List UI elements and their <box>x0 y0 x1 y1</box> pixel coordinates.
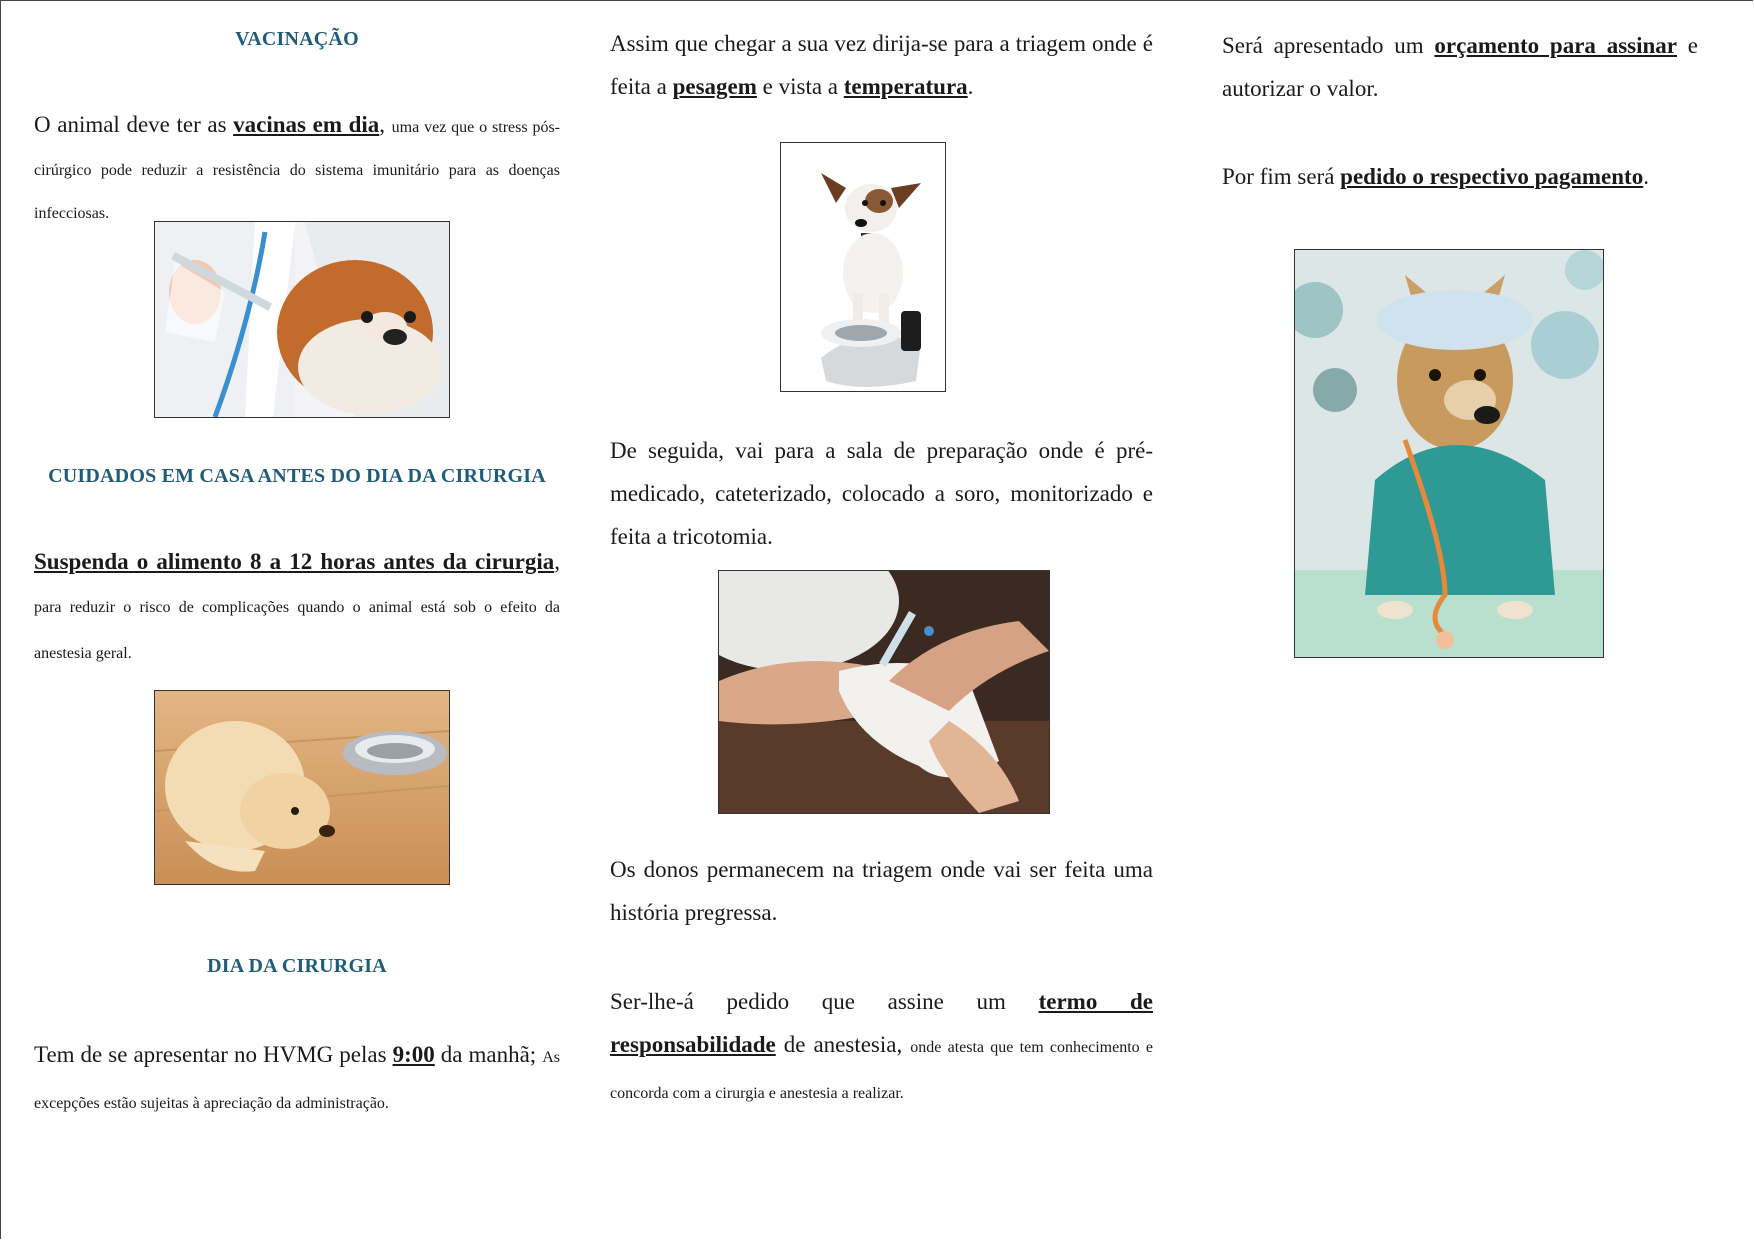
paragraph-preparacao: De seguida, vai para a sala de preparação onde é pré-medicado, cateterizado, colocado a soro, monitorizado e feita a tricotomia. <box>610 438 1153 549</box>
paragraph-vacinas: O animal deve ter as vacinas em dia, uma vez que o stress pós-cirúrgico pode reduzir a resistência do sistema imunitário para as doenças infecciosas. <box>34 112 561 222</box>
orcamento-emphasis: orçamento para assinar <box>1434 33 1678 58</box>
dog-bowl-photo <box>154 690 450 885</box>
surgeon-dog-photo <box>1294 249 1604 658</box>
catheter-placement-image <box>719 571 1049 813</box>
pagamento-emphasis: pedido o respectivo pagamento <box>1340 164 1644 189</box>
weighing-photo <box>780 142 946 392</box>
paragraph-donos: Os donos permanecem na triagem onde vai ser feita uma história pregressa. <box>610 857 1153 925</box>
pesagem-emphasis: pesagem <box>672 74 757 99</box>
paragraph-apresentar: Tem de se apresentar no HVMG pelas 9:00 da manhã; As excepções estão sujeitas à apreciação da administração. <box>34 1042 560 1112</box>
vet-injecting-dog-image <box>155 222 449 417</box>
vacinas-em-dia-emphasis: vacinas em dia <box>233 112 380 137</box>
dog-lying-with-bowl-image <box>155 691 449 884</box>
suspenda-emphasis: Suspenda o alimento 8 a 12 horas antes da cirurgia <box>34 549 555 574</box>
paragraph-termo: Ser-lhe-á pedido que assine um termo de responsabilidade de anestesia, onde atesta que tem conhecimento e concorda com a cirurgia e anestesia a realizar. <box>610 989 1153 1102</box>
paragraph-triagem: Assim que chegar a sua vez dirija-se para a triagem onde é feita a pesagem e vista a temperatura. <box>610 31 1153 99</box>
termo-emphasis: termo de responsabilidade <box>610 989 1153 1057</box>
heading-dia-cirurgia: DIA DA CIRURGIA <box>207 955 387 977</box>
catheter-photo <box>718 570 1050 814</box>
heading-vacinacao: VACINAÇÃO <box>235 28 359 50</box>
vaccination-photo <box>154 221 450 418</box>
paragraph-pagamento: Por fim será pedido o respectivo pagamento. <box>1222 164 1649 189</box>
temperatura-emphasis: temperatura <box>843 74 968 99</box>
heading-cuidados: CUIDADOS EM CASA ANTES DO DIA DA CIRURGIA <box>48 465 546 487</box>
dog-in-surgical-gown-image <box>1295 250 1603 657</box>
paragraph-orcamento: Será apresentado um orçamento para assinar e autorizar o valor. <box>1222 33 1699 101</box>
dog-on-scale-image <box>781 143 945 391</box>
hora-emphasis: 9:00 <box>392 1042 435 1067</box>
paragraph-suspenda: Suspenda o alimento 8 a 12 horas antes da cirurgia, para reduzir o risco de complicações quando o animal está sob o efeito da anestesia geral. <box>34 549 560 662</box>
